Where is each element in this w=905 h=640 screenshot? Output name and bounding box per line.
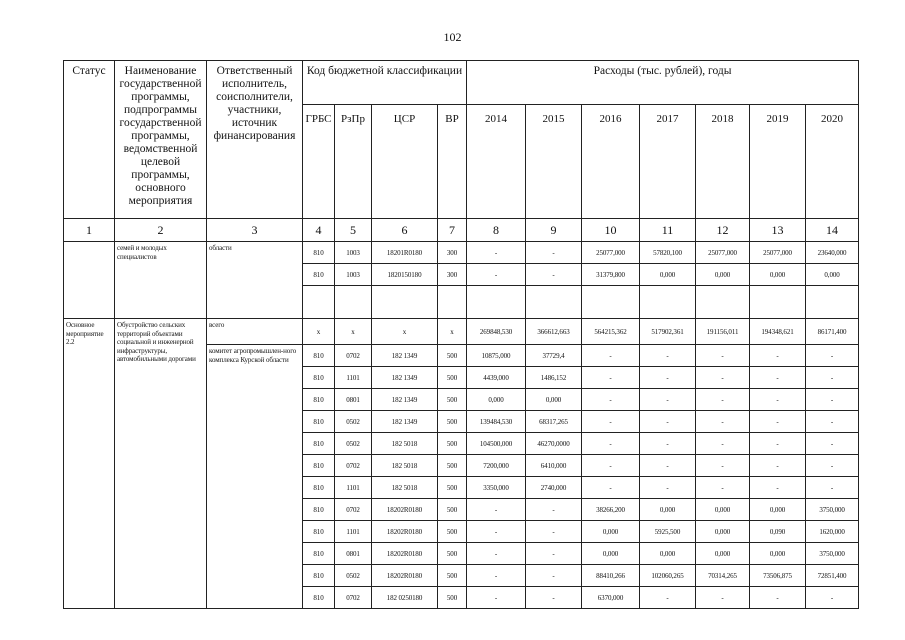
data-cell: 57820,100	[640, 242, 696, 264]
data-cell: 810	[303, 543, 335, 565]
data-cell: 500	[438, 521, 467, 543]
column-number: 8	[467, 219, 526, 242]
data-cell: -	[750, 411, 806, 433]
column-number: 12	[696, 219, 750, 242]
data-cell: 0702	[335, 455, 372, 477]
data-cell: -	[582, 455, 640, 477]
data-cell: 0502	[335, 565, 372, 587]
data-cell: 500	[438, 587, 467, 609]
empty-cell	[438, 286, 467, 319]
data-cell: -	[696, 587, 750, 609]
data-cell: 810	[303, 477, 335, 499]
data-cell: 3750,000	[806, 543, 859, 565]
data-cell: 182 1349	[372, 411, 438, 433]
data-cell: -	[750, 345, 806, 367]
data-cell: 0,000	[806, 264, 859, 286]
budget-table	[63, 60, 859, 609]
data-cell: -	[696, 367, 750, 389]
empty-cell	[526, 286, 582, 319]
data-cell: -	[467, 264, 526, 286]
data-cell: 10875,000	[467, 345, 526, 367]
program-name-cell: семей и молодых специалистов	[115, 242, 207, 319]
data-cell: -	[467, 242, 526, 264]
empty-cell	[372, 286, 438, 319]
data-cell: -	[582, 477, 640, 499]
table-body	[64, 242, 859, 609]
data-cell: 182 1349	[372, 367, 438, 389]
table-row	[64, 242, 859, 264]
column-number: 7	[438, 219, 467, 242]
data-cell: -	[526, 521, 582, 543]
data-cell: 0,000	[640, 543, 696, 565]
empty-cell	[640, 286, 696, 319]
data-cell: -	[806, 411, 859, 433]
header-code-col: РзПр	[335, 105, 372, 219]
data-cell: 300	[438, 264, 467, 286]
data-cell: 38266,200	[582, 499, 640, 521]
data-cell: 1101	[335, 521, 372, 543]
data-cell: 0,000	[582, 521, 640, 543]
empty-cell	[750, 286, 806, 319]
data-cell: 810	[303, 565, 335, 587]
data-cell: 500	[438, 477, 467, 499]
data-cell: -	[467, 499, 526, 521]
data-cell: 0,000	[640, 499, 696, 521]
data-cell: 810	[303, 499, 335, 521]
data-cell: 25077,000	[696, 242, 750, 264]
data-cell: -	[526, 587, 582, 609]
data-cell: 1820150180	[372, 264, 438, 286]
data-cell: -	[526, 242, 582, 264]
column-number: 2	[115, 219, 207, 242]
page-number: 102	[443, 30, 462, 44]
data-cell: -	[750, 477, 806, 499]
data-cell: -	[640, 477, 696, 499]
data-cell: 3750,000	[806, 499, 859, 521]
data-cell: 182 1349	[372, 389, 438, 411]
header-year: 2015	[526, 105, 582, 219]
data-cell: -	[467, 521, 526, 543]
data-cell: 0502	[335, 411, 372, 433]
data-cell: 73506,875	[750, 565, 806, 587]
header-code-col: ВР	[438, 105, 467, 219]
status-cell: Основное мероприятие 2.2	[64, 319, 115, 609]
data-cell: 500	[438, 565, 467, 587]
data-cell: -	[806, 389, 859, 411]
column-number: 6	[372, 219, 438, 242]
data-cell: -	[750, 433, 806, 455]
header-year: 2017	[640, 105, 696, 219]
data-cell: 0,000	[696, 264, 750, 286]
header-year: 2018	[696, 105, 750, 219]
header-executor: Ответственный исполнитель, соисполнители, участники, источник финансирования	[207, 61, 303, 219]
data-cell: -	[806, 455, 859, 477]
data-cell: 1486,152	[526, 367, 582, 389]
data-cell: 0,000	[696, 543, 750, 565]
data-cell: 810	[303, 242, 335, 264]
empty-cell	[303, 286, 335, 319]
status-cell	[64, 242, 115, 319]
data-cell: 2740,000	[526, 477, 582, 499]
data-cell: 104500,000	[467, 433, 526, 455]
column-number: 10	[582, 219, 640, 242]
data-cell: 500	[438, 499, 467, 521]
data-cell: -	[640, 389, 696, 411]
column-number: 4	[303, 219, 335, 242]
data-cell: 500	[438, 411, 467, 433]
column-number: 1	[64, 219, 115, 242]
data-cell: 0,000	[750, 499, 806, 521]
data-cell: 0,000	[526, 389, 582, 411]
data-cell: 18202R0180	[372, 521, 438, 543]
data-cell: -	[640, 587, 696, 609]
data-cell: 37729,4	[526, 345, 582, 367]
data-cell: -	[696, 411, 750, 433]
data-cell: 6370,000	[582, 587, 640, 609]
data-cell: -	[750, 367, 806, 389]
data-cell: 564215,362	[582, 319, 640, 345]
data-cell: х	[303, 319, 335, 345]
empty-cell	[335, 286, 372, 319]
data-cell: 0,000	[582, 543, 640, 565]
data-cell: 18202R0180	[372, 543, 438, 565]
data-cell: 500	[438, 389, 467, 411]
data-cell: 182 0250180	[372, 587, 438, 609]
executor-total-cell: всего	[207, 319, 303, 345]
column-number: 5	[335, 219, 372, 242]
data-cell: 70314,265	[696, 565, 750, 587]
header-expenses: Расходы (тыс. рублей), годы	[467, 61, 859, 105]
data-cell: -	[696, 389, 750, 411]
data-cell: -	[526, 264, 582, 286]
data-cell: 500	[438, 543, 467, 565]
data-cell: 4439,000	[467, 367, 526, 389]
data-cell: 191156,011	[696, 319, 750, 345]
data-cell: 0702	[335, 587, 372, 609]
data-cell: 102060,265	[640, 565, 696, 587]
data-cell: 0702	[335, 499, 372, 521]
data-cell: 0,000	[696, 499, 750, 521]
data-cell: 0502	[335, 433, 372, 455]
header-name: Наименование государственной программы, подпрограммы государственной программы, ведомственной целевой программы, основного мероприятия	[115, 61, 207, 219]
data-cell: -	[750, 587, 806, 609]
data-cell: 500	[438, 367, 467, 389]
data-cell: -	[806, 367, 859, 389]
data-cell: -	[526, 543, 582, 565]
data-cell: 810	[303, 433, 335, 455]
data-cell: -	[806, 345, 859, 367]
data-cell: -	[582, 433, 640, 455]
data-cell: 68317,265	[526, 411, 582, 433]
data-cell: 1003	[335, 264, 372, 286]
data-cell: 0,000	[640, 264, 696, 286]
data-cell: х	[335, 319, 372, 345]
data-cell: -	[640, 367, 696, 389]
data-cell: 194348,621	[750, 319, 806, 345]
data-cell: 5925,500	[640, 521, 696, 543]
data-cell: 810	[303, 345, 335, 367]
data-cell: 18202R0180	[372, 499, 438, 521]
header-year: 2014	[467, 105, 526, 219]
data-cell: -	[467, 565, 526, 587]
data-cell: 182 5018	[372, 477, 438, 499]
data-cell: 1101	[335, 477, 372, 499]
data-cell: -	[526, 499, 582, 521]
data-cell: 1620,000	[806, 521, 859, 543]
data-cell: -	[526, 565, 582, 587]
data-cell: 182 5018	[372, 433, 438, 455]
data-cell: 1003	[335, 242, 372, 264]
data-cell: 500	[438, 433, 467, 455]
data-cell: 810	[303, 587, 335, 609]
data-cell: 7200,000	[467, 455, 526, 477]
data-cell: 0,000	[750, 543, 806, 565]
data-cell: -	[806, 477, 859, 499]
data-cell: 810	[303, 367, 335, 389]
header-year: 2019	[750, 105, 806, 219]
data-cell: 0,000	[467, 389, 526, 411]
empty-cell	[806, 286, 859, 319]
data-cell: 0702	[335, 345, 372, 367]
data-cell: 810	[303, 389, 335, 411]
data-cell: 88410,266	[582, 565, 640, 587]
data-cell: 86171,400	[806, 319, 859, 345]
header-year: 2020	[806, 105, 859, 219]
column-number: 11	[640, 219, 696, 242]
data-cell: 182 1349	[372, 345, 438, 367]
data-cell: 31379,800	[582, 264, 640, 286]
data-cell: 46270,0000	[526, 433, 582, 455]
data-cell: 18201R0180	[372, 242, 438, 264]
empty-cell	[467, 286, 526, 319]
empty-cell	[696, 286, 750, 319]
executor-cell: области	[207, 242, 303, 319]
data-cell: 269848,530	[467, 319, 526, 345]
header-code-col: ЦСР	[372, 105, 438, 219]
data-cell: -	[696, 455, 750, 477]
header-code-col: ГРБС	[303, 105, 335, 219]
data-cell: -	[696, 477, 750, 499]
data-cell: 500	[438, 345, 467, 367]
data-cell: -	[582, 389, 640, 411]
data-cell: 0801	[335, 389, 372, 411]
data-cell: 6410,000	[526, 455, 582, 477]
data-cell: -	[640, 433, 696, 455]
data-cell: 23640,000	[806, 242, 859, 264]
data-cell: 810	[303, 455, 335, 477]
column-number: 14	[806, 219, 859, 242]
data-cell: -	[696, 345, 750, 367]
data-cell: 0,000	[750, 264, 806, 286]
header-year: 2016	[582, 105, 640, 219]
data-cell: -	[467, 543, 526, 565]
data-cell: -	[582, 345, 640, 367]
header-budget-code: Код бюджетной классификации	[303, 61, 467, 105]
data-cell: -	[582, 411, 640, 433]
data-cell: 3350,000	[467, 477, 526, 499]
data-cell: 500	[438, 455, 467, 477]
empty-cell	[582, 286, 640, 319]
header-status: Статус	[64, 61, 115, 219]
data-cell: 72851,400	[806, 565, 859, 587]
data-cell: 25077,000	[750, 242, 806, 264]
data-cell: 366612,663	[526, 319, 582, 345]
data-cell: 810	[303, 521, 335, 543]
data-cell: х	[372, 319, 438, 345]
table-row	[64, 319, 859, 345]
executor-cell: комитет агропромышлен-ного комплекса Курской области	[207, 345, 303, 609]
data-cell: 810	[303, 264, 335, 286]
data-cell: 0,000	[696, 521, 750, 543]
data-cell: х	[438, 319, 467, 345]
data-cell: -	[696, 433, 750, 455]
program-name-cell: Обустройство сельских территорий объектами социальной и инженерной инфраструктуры, автомобильными дорогами	[115, 319, 207, 609]
data-cell: -	[467, 587, 526, 609]
data-cell: 139484,530	[467, 411, 526, 433]
data-cell: 0,090	[750, 521, 806, 543]
data-cell: -	[750, 455, 806, 477]
data-cell: -	[750, 389, 806, 411]
column-number: 9	[526, 219, 582, 242]
data-cell: 182 5018	[372, 455, 438, 477]
column-number: 3	[207, 219, 303, 242]
data-cell: 517902,361	[640, 319, 696, 345]
data-cell: -	[640, 345, 696, 367]
data-cell: 0801	[335, 543, 372, 565]
data-cell: 25077,000	[582, 242, 640, 264]
data-cell: -	[806, 587, 859, 609]
data-cell: -	[582, 367, 640, 389]
column-number: 13	[750, 219, 806, 242]
data-cell: 18202R0180	[372, 565, 438, 587]
data-cell: -	[806, 433, 859, 455]
data-cell: 300	[438, 242, 467, 264]
data-cell: 1101	[335, 367, 372, 389]
data-cell: -	[640, 455, 696, 477]
column-number-row	[64, 219, 859, 242]
data-cell: 810	[303, 411, 335, 433]
data-cell: -	[640, 411, 696, 433]
